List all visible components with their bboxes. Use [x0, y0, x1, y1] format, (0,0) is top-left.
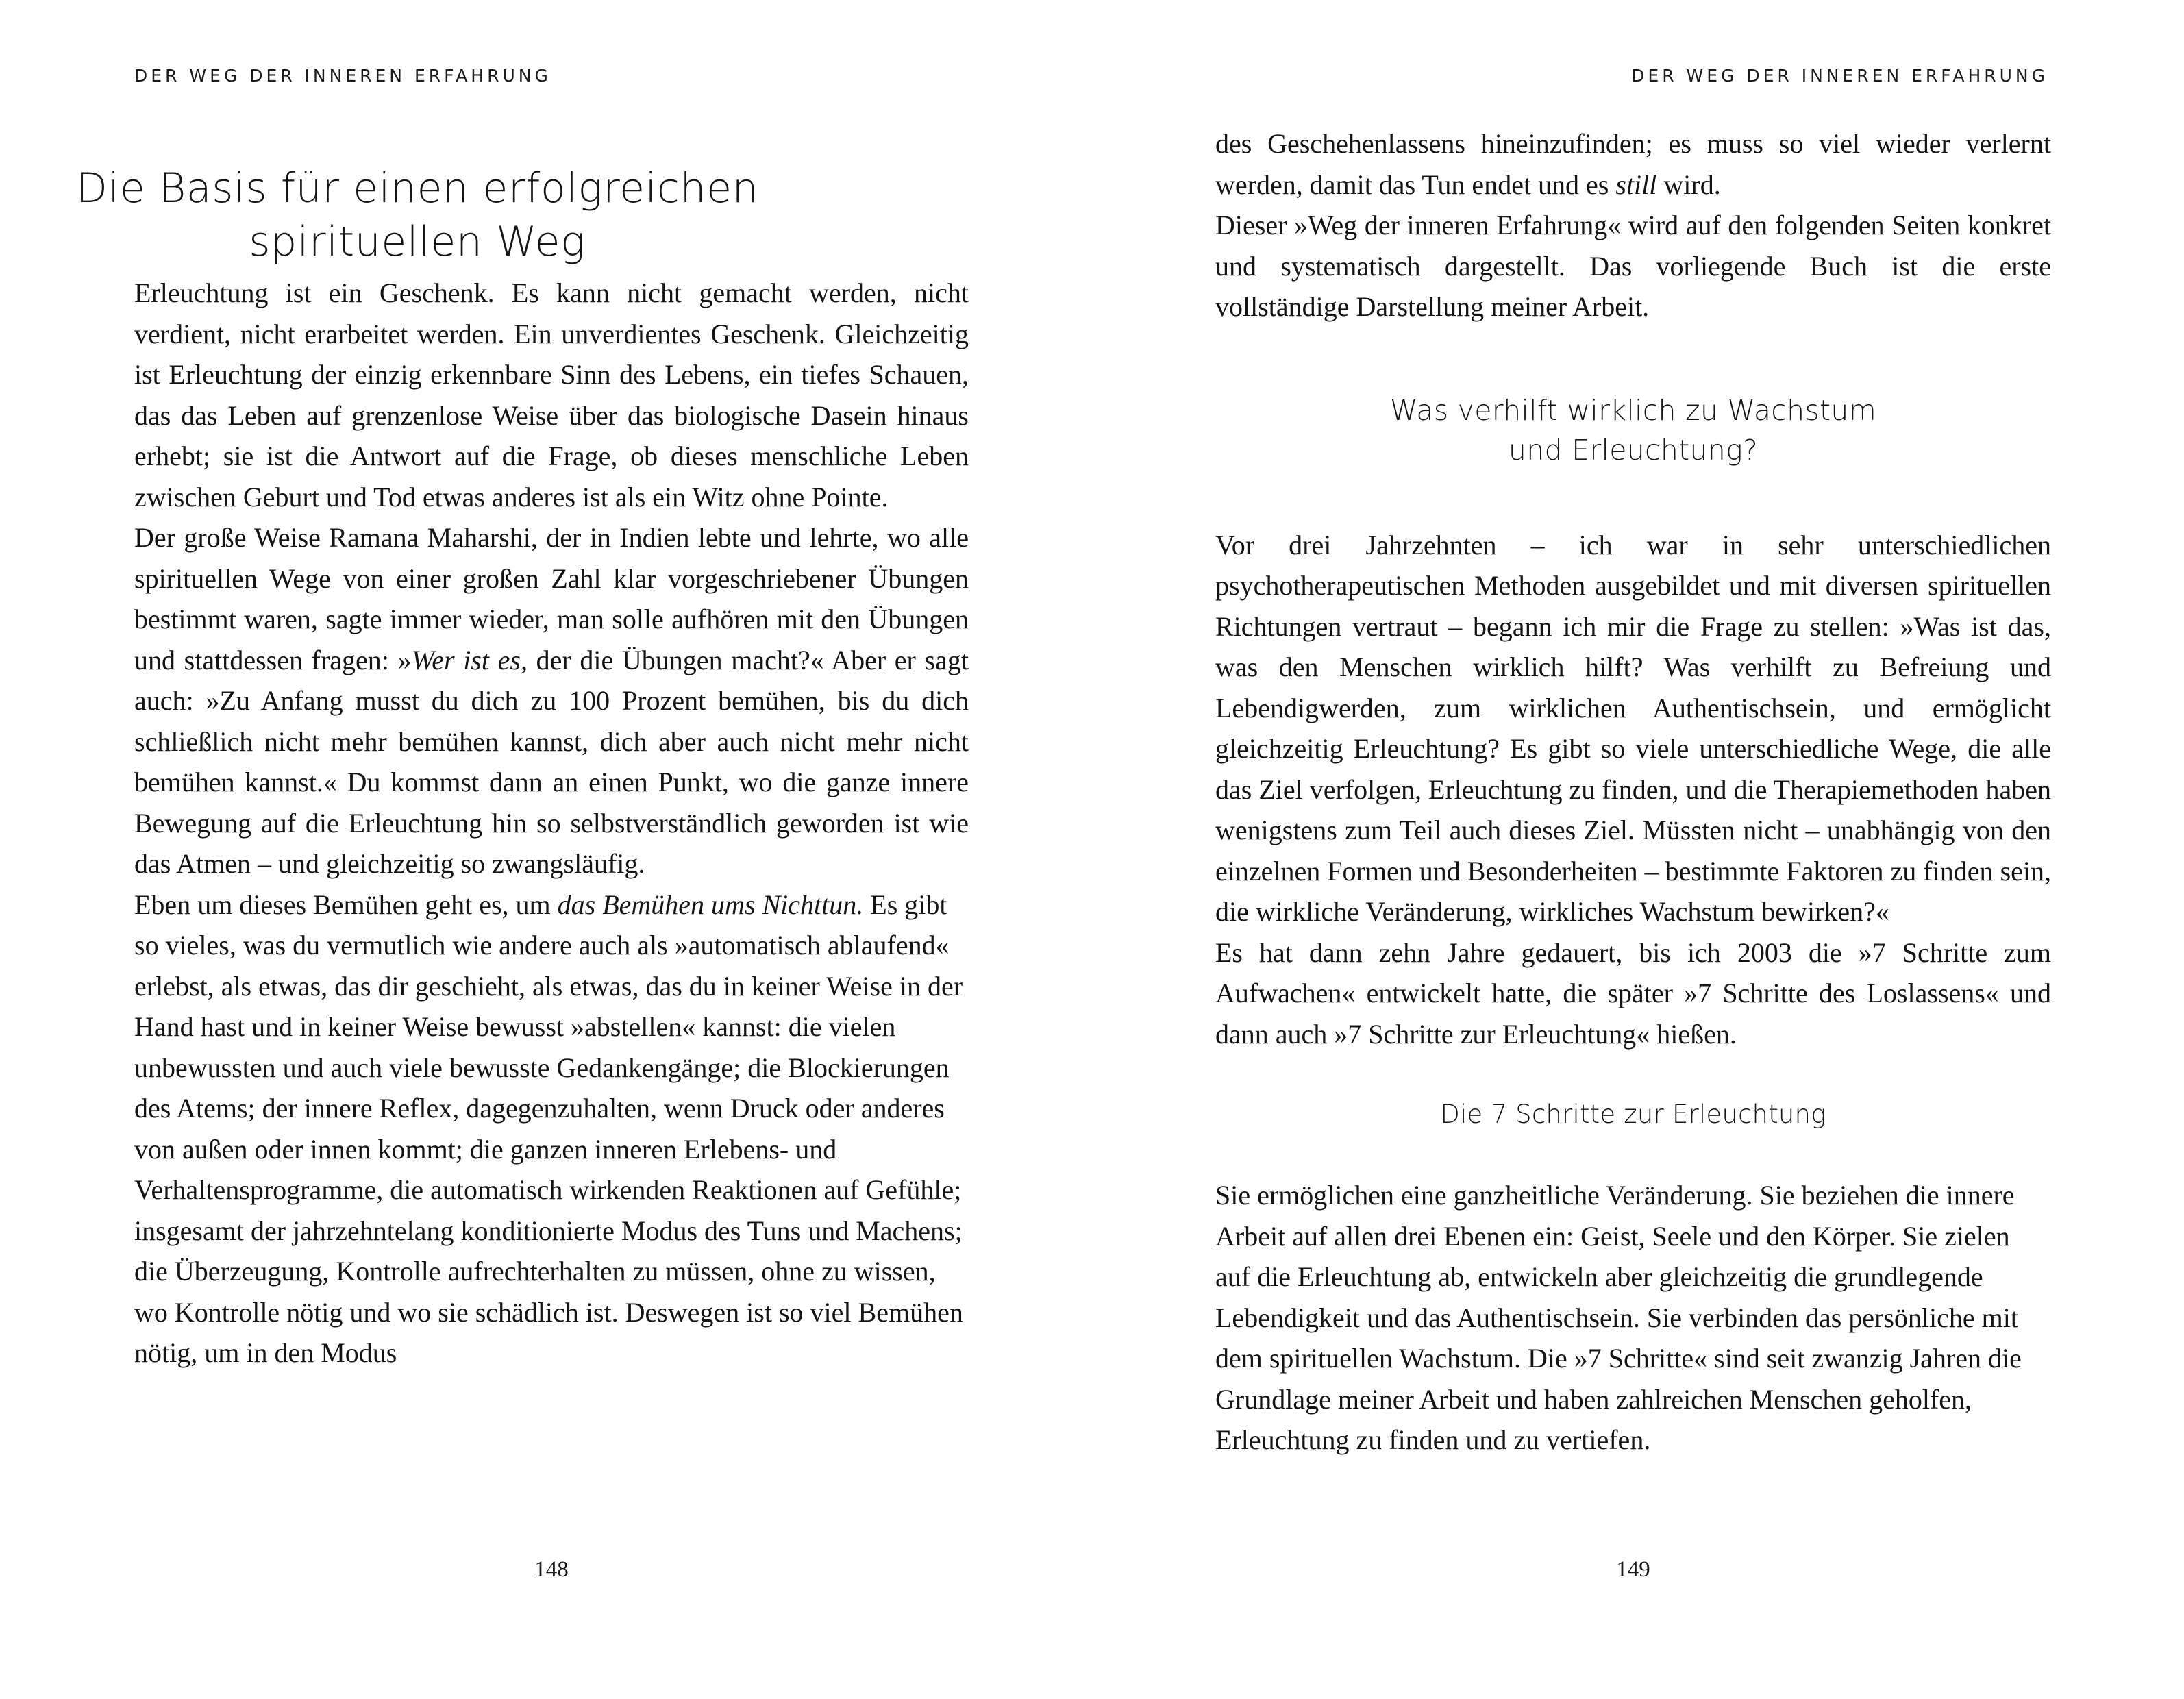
paragraph — [134, 273, 969, 517]
paragraph — [1215, 525, 2051, 932]
subheading-line-1: Was verhilft wirklich zu Wachstum — [1390, 393, 1876, 427]
page-number-right: 149 — [1616, 1557, 1650, 1582]
paragraph — [1215, 205, 2051, 327]
paragraph-text: Eben um dieses Bemühen geht es, um — [134, 889, 558, 920]
paragraph-text: Erleuchtung ist ein Geschenk. Es kann nicht gemacht werden, nicht verdient, nicht erarbeitet werden. Ein unverdientes Geschenk. Gleichzeitig ist Erleuchtung der einzig erkennbare Sinn des Lebens, ein tiefes Schauen, das das Leben auf grenzenlose Weise über das biologische Dasein hinaus erhebt; sie ist die Antwort auf die Frage, ob dieses menschliche Leben zwischen Geburt und Tod etwas anderes ist als ein Witz ohne Pointe. — [134, 277, 969, 512]
emphasis-text: still — [1615, 169, 1657, 200]
body-text-right — [1215, 123, 2051, 1461]
chapter-title-line-1: Die Basis für einen erfolgreichen — [75, 164, 759, 213]
paragraph-text: der die Übungen macht?« Aber er sagt auch: »Zu Anfang musst du dich zu 100 Prozent bemühen, bis du dich schließlich nicht mehr bemühen kannst, dich aber auch nicht mehr nicht bemühen kannst.« Du kommst dann an einen Punkt, wo die ganze innere Bewegung auf die Erleuchtung hin so selbstverständlich geworden ist wie das Atmen – und gleichzeitig so zwangsläufig. — [134, 644, 969, 879]
paragraph-text: Dieser »Weg der inneren Erfahrung« wird auf den folgenden Seiten konkret und systematisch dargestellt. Das vorliegende Buch ist die erste vollständige Darstellung meiner Arbeit. — [1215, 210, 2051, 322]
paragraph — [134, 517, 969, 884]
paragraph — [1215, 1175, 2051, 1461]
paragraph — [134, 884, 969, 1374]
paragraph-text: Es hat dann zehn Jahre gedauert, bis ich 2003 die »7 Schritte zum Aufwachen« entwickelt hatte, die später »7 Schritte des Loslassens« und dann auch »7 Schritte zur Erleuchtung« hießen. — [1215, 937, 2051, 1050]
body-text-left — [134, 273, 969, 1374]
emphasis-text: das Bemühen ums Nichttun. — [557, 889, 864, 920]
subheading-wachstum — [1215, 390, 2051, 470]
running-header-right: DER WEG DER INNEREN ERFAHRUNG — [1631, 66, 2048, 86]
subheading-line-2: und Erleuchtung? — [1508, 433, 1759, 467]
running-header-left: DER WEG DER INNEREN ERFAHRUNG — [134, 66, 551, 86]
paragraph-text: Es gibt so vieles, was du vermutlich wie andere auch als »automatisch ablaufend« erlebst, als etwas, das dir geschieht, als etwas, das du in keiner Weise in der Hand hast und in keiner Weise bewusst »abstellen« kannst: die vielen unbewussten und auch viele bewusste Gedankengänge; die Blockierungen des Atems; der innere Reflex, dagegenzuhalten, wenn Druck oder anderes von außen oder innen kommt; die ganzen inneren Erlebens- und Verhaltensprogramme, die automatisch wirkenden Reaktionen auf Gefühle; insgesamt der jahrzehntelang konditionierte Modus des Tuns und Machens; die Überzeugung, Kontrolle aufrechterhalten zu müssen, ohne zu wissen, wo Kontrolle nötig und wo sie schädlich ist. Deswegen ist so viel Bemühen nötig, um in den Modus — [134, 889, 963, 1368]
paragraph-text: Der große Weise Ramana Maharshi, der in Indien lebte und lehrte, wo alle spirituellen Wege von einer großen Zahl klar vorgeschriebener Übungen bestimmt waren, sagte immer wieder, man solle aufhören mit den Übungen und stattdessen fragen: » — [134, 522, 969, 675]
spacer — [1215, 1054, 2051, 1072]
page-right — [1092, 0, 2184, 1699]
spacer — [1215, 327, 2051, 367]
paragraph-text: wird. — [1656, 169, 1721, 200]
chapter-title-line-2: spirituellen Weg — [249, 218, 586, 266]
paragraph-text: Vor drei Jahrzehnten – ich war in sehr unterschiedlichen psychotherapeutischen Methoden ausgebildet und mit diversen spirituellen Richtungen vertraut – begann ich mir die Frage zu stellen: »Was ist das, was den Menschen wirklich hilft? Was verhilft zu Befreiung und Lebendigwerden, zum wirklichen Authentischsein, und ermöglicht gleichzeitig Erleuchtung? Es gibt so viele unterschiedliche Wege, die alle das Ziel verfolgen, Erleuchtung zu finden, und die Therapiemethoden haben wenigstens zum Teil auch dieses Ziel. Müssten nicht – unabhängig von den einzelnen Formen und Besonderheiten – bestimmte Faktoren zu finden sein, die wirkliche Veränderung, wirkliches Wachstum bewirken?« — [1215, 529, 2051, 928]
chapter-title — [0, 162, 834, 269]
paragraph — [1215, 123, 2051, 205]
spacer — [1215, 1157, 2051, 1175]
paragraph — [1215, 932, 2051, 1055]
page-number-left: 148 — [534, 1557, 569, 1582]
subheading-sieben-schritte: Die 7 Schritte zur Erleuchtung — [1440, 1100, 1826, 1130]
emphasis-text: Wer ist es, — [411, 644, 528, 675]
paragraph-text: Sie ermöglichen eine ganzheitliche Veränderung. Sie beziehen die innere Arbeit auf allen drei Ebenen ein: Geist, Seele und den Körper. Sie zielen auf die Erleuchtung ab, entwickeln aber gleichzeitig die grundlegende Lebendigkeit und das Authentischsein. Sie verbinden das persönliche mit dem spirituellen Wachstum. Die »7 Schritte« sind seit zwanzig Jahren die Grundlage meiner Arbeit und haben zahlreichen Menschen geholfen, Erleuchtung zu finden und zu vertiefen. — [1215, 1180, 2022, 1456]
paragraph-text: des Geschehenlassens hineinzufinden; es muss so viel wieder verlernt werden, damit das Tun endet und es — [1215, 128, 2051, 200]
spacer — [1215, 493, 2051, 525]
